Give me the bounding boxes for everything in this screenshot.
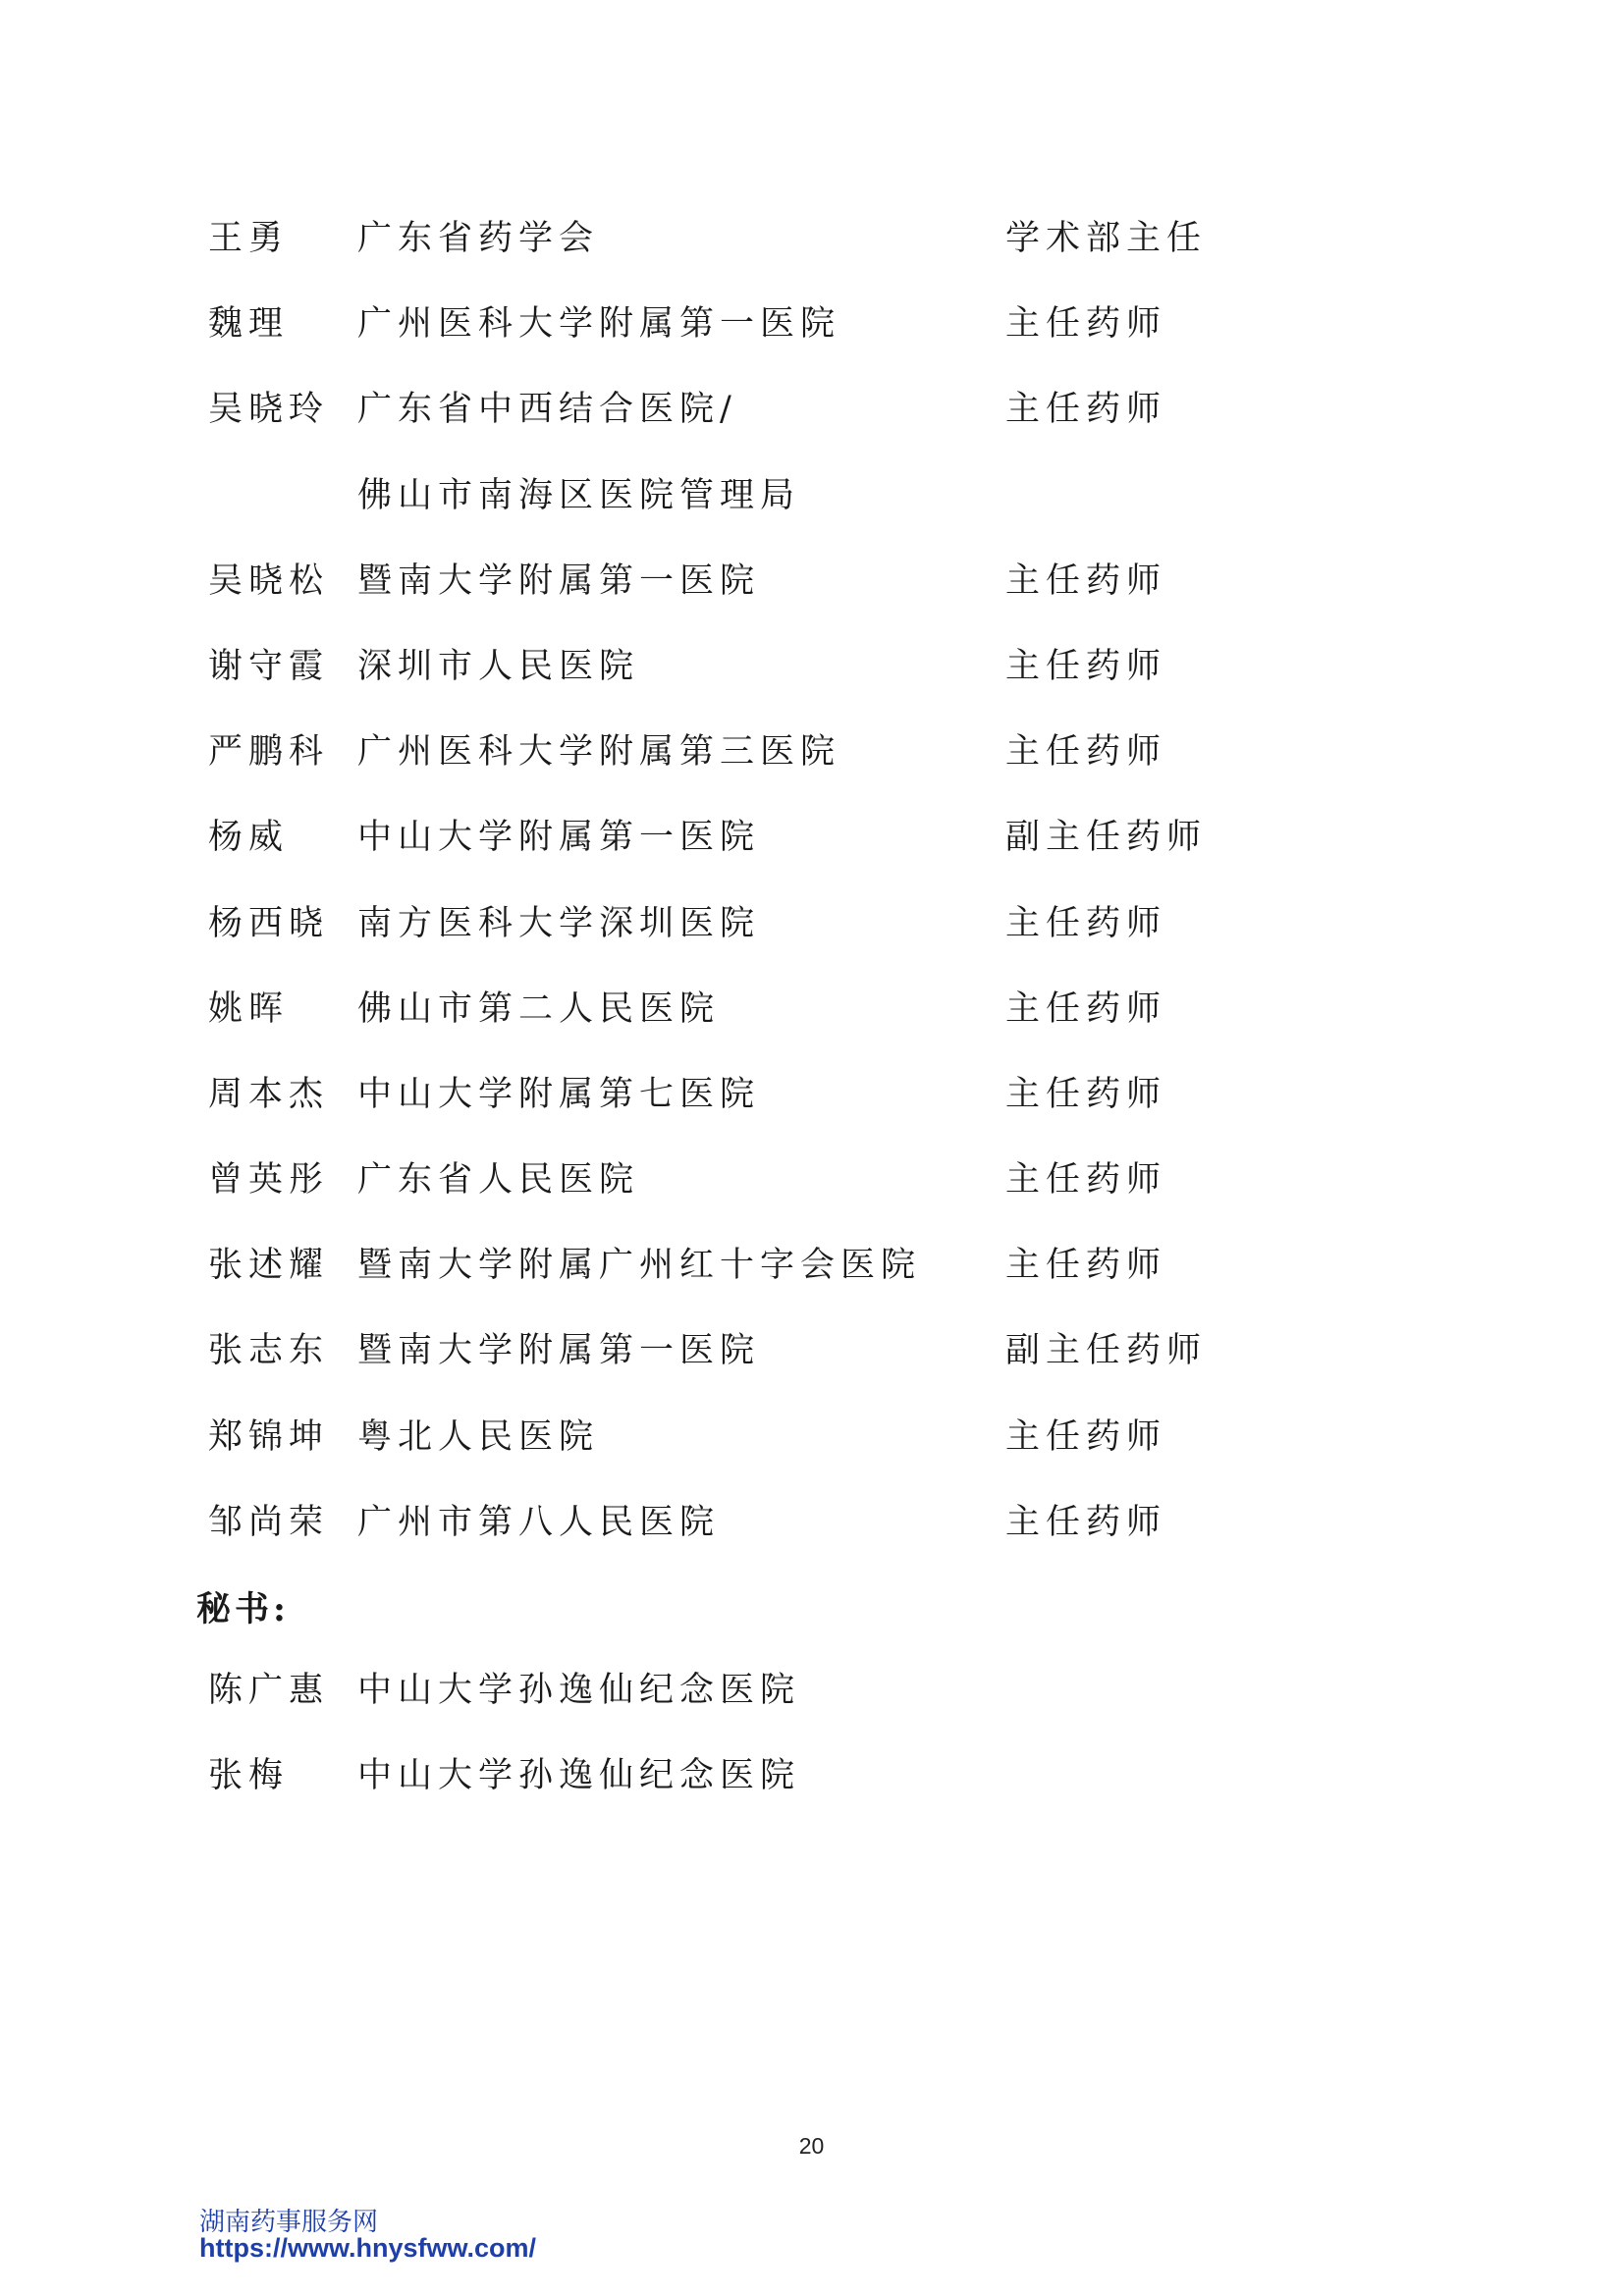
member-name: 邹尚荣 [208,1502,330,1542]
member-title: 副主任药师 [1005,1331,1208,1371]
member-name: 谢守霞 [208,646,330,686]
member-title: 主任药师 [1005,1160,1167,1201]
member-row [208,800,1485,885]
member-organization: 广州医科大学附属第三医院 [357,732,841,773]
member-row [208,372,1485,457]
member-title: 主任药师 [1005,646,1167,686]
member-organization: 佛山市第二人民医院 [357,988,721,1029]
secretary-name: 陈广惠 [208,1671,330,1710]
footer-url-link[interactable]: https://www.hnysfww.com/ [199,2233,537,2263]
member-title: 副主任药师 [1005,818,1208,858]
member-organization: 暨南大学附属第一医院 [357,1331,761,1371]
member-row [208,1143,1485,1228]
member-organization: 广东省药学会 [357,219,600,258]
member-name: 姚晖 [208,988,290,1029]
member-title: 主任药师 [1005,1246,1167,1286]
member-organization: 广州市第八人民医院 [357,1502,721,1542]
member-title: 主任药师 [1005,304,1167,345]
secretary-name: 张梅 [208,1756,290,1796]
member-name: 郑锦坤 [208,1416,330,1457]
member-row [208,1400,1485,1485]
member-title: 主任药师 [1005,988,1167,1029]
member-organization: 深圳市人民医院 [357,646,640,686]
member-organization: 广东省中西结合医院/ [357,390,737,430]
member-title: 主任药师 [1005,561,1167,601]
member-name: 杨威 [208,818,290,858]
secretary-organization: 中山大学孙逸仙纪念医院 [357,1756,801,1796]
member-title: 主任药师 [1005,390,1167,430]
member-organization: 佛山市南海区医院管理局 [357,475,801,515]
member-row [208,1228,1485,1313]
member-name: 吴晓玲 [208,390,330,430]
member-organization: 粤北人民医院 [357,1416,600,1457]
secretary-row [208,1653,1485,1738]
member-title: 主任药师 [1005,732,1167,773]
member-row [208,287,1485,372]
member-name: 严鹏科 [208,732,330,773]
secretary-row [208,1738,1485,1824]
member-name: 吴晓松 [208,561,330,601]
member-name: 周本杰 [208,1074,330,1114]
member-organization: 广州医科大学附属第一医院 [357,304,841,345]
member-organization: 南方医科大学深圳医院 [357,903,761,943]
member-title: 主任药师 [1005,1502,1167,1542]
member-name: 张志东 [208,1331,330,1371]
member-row [208,886,1485,972]
secretary-heading: 秘书: [196,1589,290,1629]
member-row [208,201,1485,287]
member-title: 学术部主任 [1005,219,1208,258]
member-row [208,544,1485,629]
member-row [208,972,1485,1057]
member-title: 主任药师 [1005,1416,1167,1457]
member-name: 王勇 [208,219,290,258]
member-organization: 中山大学附属第七医院 [357,1074,761,1114]
member-row-continuation [208,458,1485,544]
footer-site-name: 湖南药事服务网 [199,2208,379,2237]
member-name: 曾英彤 [208,1160,330,1201]
member-row [208,1313,1485,1399]
member-row [208,629,1485,715]
member-title: 主任药师 [1005,903,1167,943]
secretary-list [208,1653,1485,1824]
member-row [208,1057,1485,1143]
member-organization: 中山大学附属第一医院 [357,818,761,858]
member-row [208,1485,1485,1571]
member-organization: 暨南大学附属第一医院 [357,561,761,601]
member-organization: 广东省人民医院 [357,1160,640,1201]
member-name: 杨西晓 [208,903,330,943]
page-number: 20 [798,2133,825,2159]
member-row [208,715,1485,800]
member-name: 张述耀 [208,1246,330,1286]
secretary-organization: 中山大学孙逸仙纪念医院 [357,1671,801,1710]
member-name: 魏理 [208,304,290,345]
member-title: 主任药师 [1005,1074,1167,1114]
member-list [208,201,1485,1571]
member-organization: 暨南大学附属广州红十字会医院 [357,1246,922,1286]
